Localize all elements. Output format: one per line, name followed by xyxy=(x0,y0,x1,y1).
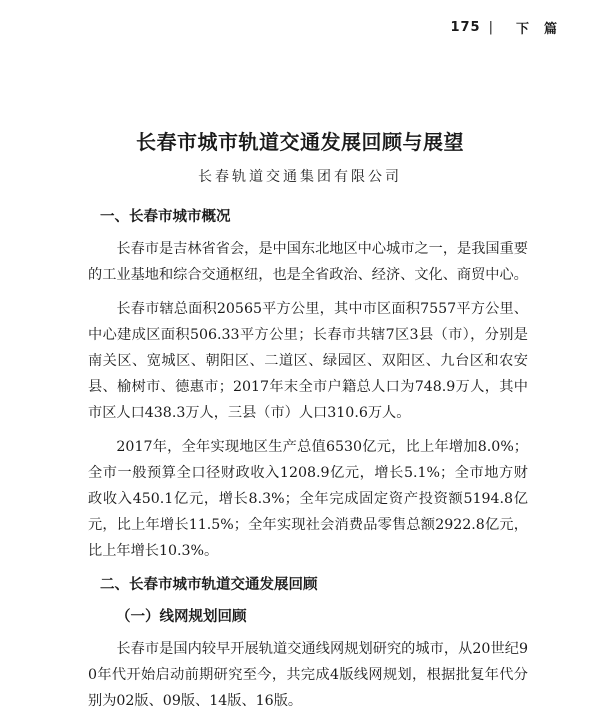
header-separator: | xyxy=(488,20,494,35)
paragraph-network-planning: 长春市是国内较早开展轨道交通线网规划研究的城市，从20世纪90年代开始启动前期研究至今，共完成4版线网规划，根据批复年代分别为02版、09版、14版、16版。 xyxy=(88,641,528,709)
section-heading-overview: 一、长春市城市概况 xyxy=(100,209,231,225)
article-author: 长春轨道交通集团有限公司 xyxy=(198,169,402,185)
section-heading-review: 二、长春市城市轨道交通发展回顾 xyxy=(100,577,318,593)
article-title: 长春市城市轨道交通发展回顾与展望 xyxy=(136,130,464,154)
page-number: 175 xyxy=(450,20,481,35)
subsection-heading-network-planning: （一）线网规划回顾 xyxy=(116,609,247,625)
page-header xyxy=(450,18,558,37)
article-body xyxy=(88,200,528,722)
section-label: 下 篇 xyxy=(515,22,558,37)
paragraph-overview-intro: 长春市是吉林省省会，是中国东北地区中心城市之一，是我国重要的工业基地和综合交通枢纽，也是全省政治、经济、文化、商贸中心。 xyxy=(88,241,528,283)
paragraph-overview-economy: 2017年，全年实现地区生产总值6530亿元，比上年增加8.0%；全市一般预算全口径财政收入1208.9亿元，增长5.1%；全市地方财政收入450.1亿元，增长8.3%；全年完成固定资产投资额5194.8亿元，比上年增长11.5%；全年实现社会消费品零售总额2922.8亿元，比上年增长10.3%。 xyxy=(88,439,528,559)
paragraph-overview-area: 长春市辖总面积20565平方公里，其中市区面积7557平方公里、中心建成区面积506.33平方公里；长春市共辖7区3县（市），分别是南关区、宽城区、朝阳区、二道区、绿园区、双阳区、九台区和农安县、榆树市、德惠市；2017年末全市户籍总人口为748.9万人，其中市区人口438.3万人，三县（市）人口310.6万人。 xyxy=(88,301,528,421)
